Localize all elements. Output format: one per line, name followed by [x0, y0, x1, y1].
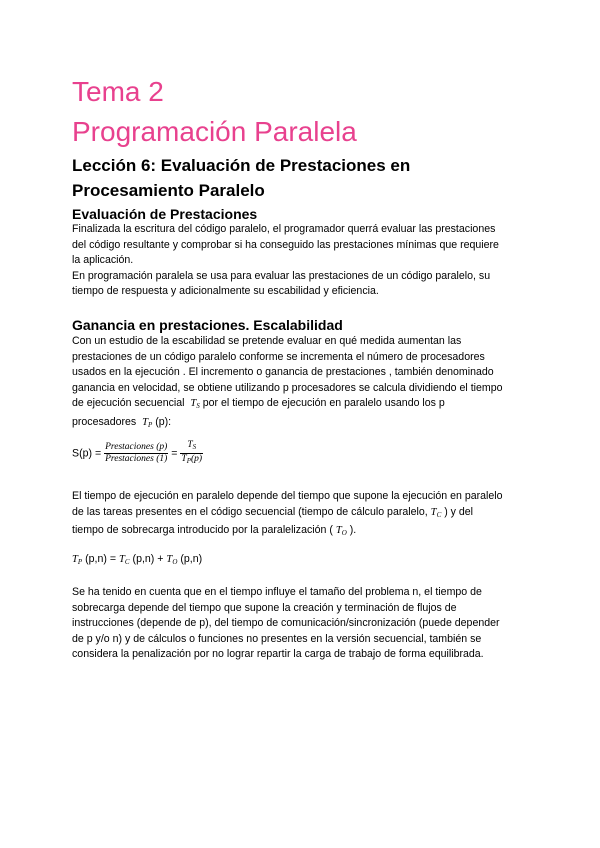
ts-symbol: $T_S$	[190, 398, 200, 410]
tc-symbol: $T_C$	[430, 506, 442, 519]
text-line: tiempo de respuesta y adicionalmente su escabilidad y eficiencia.	[72, 285, 379, 297]
formula-lhs: S(p) =	[72, 447, 102, 460]
section-heading-evaluacion: Evaluación de Prestaciones	[72, 206, 258, 222]
tp-term: $T_P$	[72, 554, 83, 566]
text-line	[72, 415, 532, 434]
text-line: considera la penalización por no lograr repartir la carga de trabajo de forma equilibrada.	[72, 648, 484, 660]
lesson-heading-line1: Lección 6: Evaluación de Prestaciones en	[72, 156, 411, 175]
text-line: de las tareas presentes en el código secuencial (tiempo de cálculo paralelo, $T_C$ ) y del	[72, 505, 474, 519]
text-line: El tiempo de ejecución en paralelo depende del tiempo que supone la ejecución en paralelo	[72, 490, 503, 502]
formula-equals: =	[171, 447, 178, 460]
subject-title: Programación Paralela	[72, 116, 357, 147]
text-line: ganancia en velocidad, se obtiene utilizando p procesadores se calcula dividiendo el tiempo	[72, 381, 503, 394]
parallel-time-formula: $T_P$ $(p,n) = T_C$ $(p,n) + T_O$ (p,n)	[72, 553, 203, 566]
tp-symbol: $T_P$	[142, 416, 153, 429]
text-fragment: procesadores	[72, 415, 137, 428]
section4-paragraph	[72, 585, 532, 663]
to-symbol: $T_O$	[335, 525, 347, 537]
text-line: En programación paralela se usa para evaluar las prestaciones de un código paralelo, su	[72, 269, 491, 282]
text-fragment: por el tiempo de ejecución en paralelo usando los p	[202, 397, 445, 409]
formula-fraction-prestaciones: $\frac{\text{Prestaciones (p)}}{\text{Prestaciones (1)}}$	[105, 442, 168, 464]
section2-paragraph	[72, 334, 532, 433]
text-fragment: (p):	[155, 415, 172, 428]
to-term: $T_O$	[166, 554, 178, 566]
section3-paragraph	[72, 489, 532, 542]
tema-title: Tema 2	[72, 76, 164, 107]
section1-paragraph	[72, 222, 532, 300]
text-line: Con un estudio de la escabilidad se pretende evaluar en qué medida aumentan las	[72, 335, 462, 347]
text-line: prestaciones de un código paralelo conforme se incrementa el número de procesadores	[72, 350, 485, 363]
text-line: usados en la ejecución . El incremento o ganancia de prestaciones , también denominado	[72, 366, 494, 378]
lesson-heading-line2: Procesamiento Paralelo	[72, 181, 265, 200]
section-heading-ganancia: Ganancia en prestaciones. Escalabilidad	[72, 317, 343, 333]
speedup-formula	[72, 440, 203, 467]
text-line: de p y/o n) y de cálculos o funciones no presentes en la versión secuencial, también se	[72, 632, 482, 645]
text-line: Finalizada la escritura del código paralelo, el programador querrá evaluar las prestaciones	[72, 223, 496, 235]
text-line: tiempo de sobrecarga introducido por la paralelización ( $T_O$ ).	[72, 524, 357, 537]
tc-term: $T_C$	[119, 554, 130, 566]
text-line: instrucciones (depende de p), del tiempo de comunicación/sincronización (puede depender	[72, 617, 500, 629]
formula-fraction-tiempos: $\frac{T_S}{T_P(p)}$	[181, 440, 203, 465]
text-line	[72, 396, 532, 415]
text-line: la aplicación.	[72, 254, 134, 266]
text-line: sobrecarga depende del tiempo que supone la creación y terminación de flujos de	[72, 601, 457, 614]
text-fragment: de ejecución secuencial	[72, 397, 185, 409]
text-line: del código resultante y comprobar si ha conseguido las prestaciones mínimas que requiere	[72, 238, 499, 251]
text-line: Se ha tenido en cuenta que en el tiempo influye el tamaño del problema n, el tiempo de	[72, 586, 482, 598]
